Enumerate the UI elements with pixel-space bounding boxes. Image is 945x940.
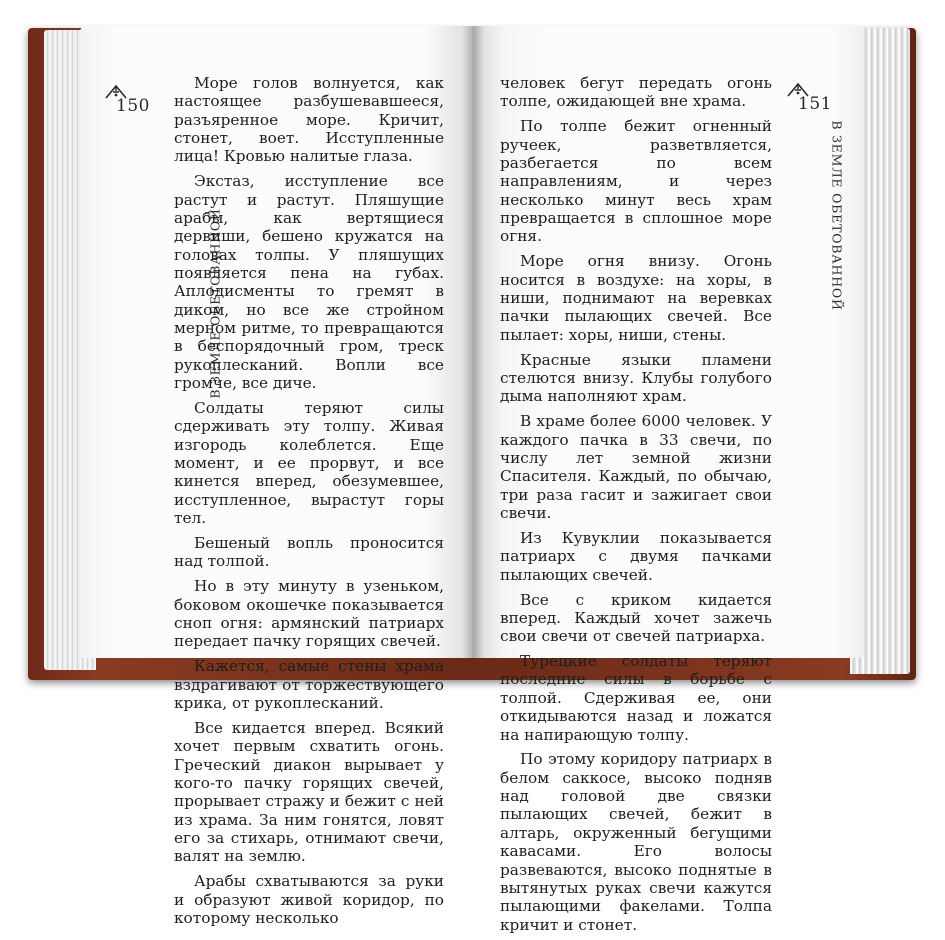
paragraph-continuation: человек бегут передать огонь толпе, ожидающей вне храма.	[500, 74, 772, 111]
page-number: 151	[798, 94, 832, 114]
paragraph: В храме более 6000 человек. У каждого пачка в 33 свечи, по числу лет земной жизни Спасителя. Каждый, по обычаю, три раза гасит и зажигает свои свечи.	[500, 412, 772, 522]
paragraph: По этому коридору патриарх в белом саккосе, высоко подняв над головой две связки пылающих свечей, бежит в алтарь, окруженный бегущими кавасами. Его волосы развеваются, высоко поднятые в вытянутых руках свечи кажутся пылающими факелами. Толпа кричит и стонет.	[500, 750, 772, 934]
running-head: В ЗЕМЛЕ ОБЕТОВАННОЙ	[207, 208, 223, 399]
paragraph: Море голов волнуется, как настоящее разбушевавшееся, разъяренное море. Кричит, стонет, воет. Исступленные лица! Кровью налитые глаза.	[174, 74, 444, 166]
left-page	[80, 26, 472, 927]
paragraph: Море огня внизу. Огонь носится в воздухе: на хоры, в ниши, поднимают на веревках пачки пылающих свечей. Все пылает: хоры, ниши, стены.	[500, 252, 772, 344]
paragraph: Кажется, самые стены храма вздрагивают от торжествующего крика, от рукоплесканий.	[174, 657, 444, 712]
paragraph: Арабы схватываются за руки и образуют живой коридор, по которому несколько	[174, 872, 444, 927]
paragraph: Экстаз, исступление все растут и растут. Пляшущие арабы, как вертящиеся дервиши, бешено кружатся на головах толпы. У пляшущих появляется пена на губах. Аплодисменты то гремят в диком, но все же стройном мерном ритме, то превращаются в беспорядочный гром, треск рукоплесканий. Вопли все громче, все диче.	[174, 172, 444, 393]
paragraph: Но в эту минуту в узеньком, боковом окошечке показывается сноп огня: армянский патриарх передает пачку горящих свечей.	[174, 577, 444, 651]
paragraph: Все с криком кидается вперед. Каждый хочет зажечь свои свечи от свечей патриарха.	[500, 590, 772, 646]
book-gutter	[462, 26, 484, 658]
paragraph: По толпе бежит огненный ручеек, разветвляется, разбегается по всем направлениям, и через несколько минут весь храм превращается в сплошное море огня.	[500, 117, 772, 246]
right-page	[472, 26, 864, 934]
paragraph: Турецкие солдаты теряют последние силы в борьбе с толпой. Сдерживая ее, они откидываются назад и ложатся на напирающую толпу.	[500, 652, 772, 744]
paragraph: Красные языки пламени стелются внизу. Клубы голубого дыма наполняют храм.	[500, 350, 772, 406]
right-page-text	[500, 74, 772, 940]
page-number: 150	[116, 96, 150, 116]
paragraph: Бешеный вопль проносится над толпой.	[174, 534, 444, 571]
paragraph: Солдаты теряют силы сдерживать эту толпу. Живая изгородь колеблется. Еще момент, и ее прорвут, и все кинется вперед, обезумевшее, исступленное, вырастут горы тел.	[174, 399, 444, 528]
left-page-text	[174, 74, 444, 934]
paragraph: Из Кувуклии показывается патриарх с двумя пачками пылающих свечей.	[500, 528, 772, 584]
running-head: В ЗЕМЛЕ ОБЕТОВАННОЙ	[829, 120, 845, 311]
paragraph: Все кидается вперед. Всякий хочет первым схватить огонь. Греческий диакон вырывает у кого-то пачку горящих свечей, прорывает стражу и бежит с ней из храма. За ним гонятся, ловят его за стихарь, отнимают свечи, валят на землю.	[174, 718, 444, 866]
